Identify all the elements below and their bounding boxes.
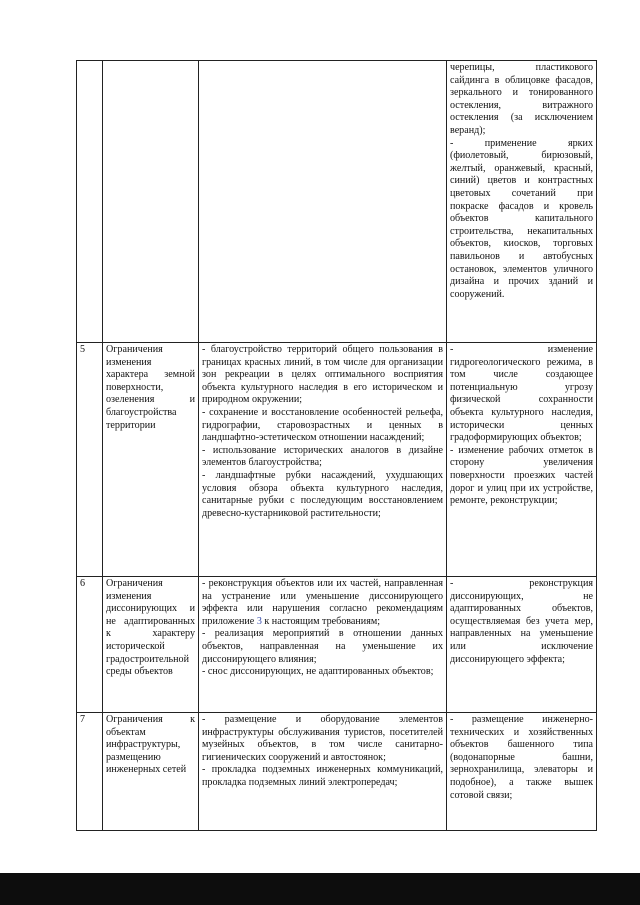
requirements-cell	[199, 577, 447, 713]
table-row	[77, 713, 597, 831]
requirements-cell: - размещение и оборудование элементов инфраструктуры обслуживания туристов, посетителей музейных объектов, в том числе санитарно-гигиенических сооружений и автостоянок; - прокладка подземных инженерных коммуникаций, прокладка подземных линий электропередач;	[199, 713, 447, 831]
restriction-name: Ограничения к объектам инфраструктуры, размещению инженерных сетей	[103, 713, 199, 831]
table-row	[77, 577, 597, 713]
appendix-link[interactable]: 3	[256, 615, 262, 627]
scan-edge-bar	[0, 873, 640, 905]
restriction-name	[103, 61, 199, 343]
restriction-name: Ограничения изменения характера земной поверхности, озеленения и благоустройства территории	[103, 343, 199, 577]
row-number: 7	[77, 713, 103, 831]
requirements-text-a: - реконструкция объектов или их частей, направленная на устранение или уменьшение диссонирующего эффекта или нарушения согласно рекомендациям приложение	[202, 578, 443, 627]
requirements-cell	[199, 61, 447, 343]
requirements-text-b: к настоящим требованиям; - реализация мероприятий в отношении данных объектов, направленная на уменьшение их диссонирующего влияния; - снос диссонирующих, не адаптированных объектов;	[202, 615, 443, 678]
row-number: 5	[77, 343, 103, 577]
restriction-name: Ограничения изменения диссонирующих и не адаптированных к характеру исторической градостроительной среды объектов	[103, 577, 199, 713]
prohibitions-cell: - размещение инженерно-технических и хозяйственных объектов башенного типа (водонапорные башни, зернохранилища, элеваторы и подобное), а также вышек сотовой связи;	[447, 713, 597, 831]
prohibitions-cell: черепицы, пластикового сайдинга в облицовке фасадов, зеркального и тонированного остекления, витражного остекления (за исключением веранд); - применение ярких (фиолетовый, бирюзовый, желтый, оранжевый, красный, синий) цветов и контрастных цветовых сочетаний при покраске фасадов и кровель объектов капитального строительства, некапитальных объектов, киосков, торговых павильонов и автобусных остановок, элементов уличного дизайна и прочих зданий и сооружений.	[447, 61, 597, 343]
table-row	[77, 61, 597, 343]
prohibitions-cell: - изменение гидрогеологического режима, в том числе создающее потенциальную угрозу физической сохранности объекта культурного наследия, исторически ценных градоформирующих объектов; - изменение рабочих отметок в сторону увеличения поверхности проезжих частей дорог и улиц при их устройстве, ремонте, реконструкции;	[447, 343, 597, 577]
restrictions-table	[76, 60, 597, 831]
requirements-cell: - благоустройство территорий общего пользования в границах красных линий, в том числе для организации зон рекреации в целях оптимального восприятия объекта культурного наследия в его историческом и природном окружении; - сохранение и восстановление особенностей рельефа, гидрографии, старовозрастных и ценных в ландшафтно-эстетическом отношении насаждений; - использование исторических аналогов в дизайне элементов благоустройства; - ландшафтные рубки насаждений, ухудшающих условия обзора объекта культурного наследия, санитарные рубки с последующим восстановлением древесно-кустарниковой растительности;	[199, 343, 447, 577]
table-row	[77, 343, 597, 577]
row-number	[77, 61, 103, 343]
row-number: 6	[77, 577, 103, 713]
prohibitions-cell: - реконструкция диссонирующих, не адаптированных объектов, осуществляемая без учета мер, направленных на уменьшение или исключение диссонирующего эффекта;	[447, 577, 597, 713]
